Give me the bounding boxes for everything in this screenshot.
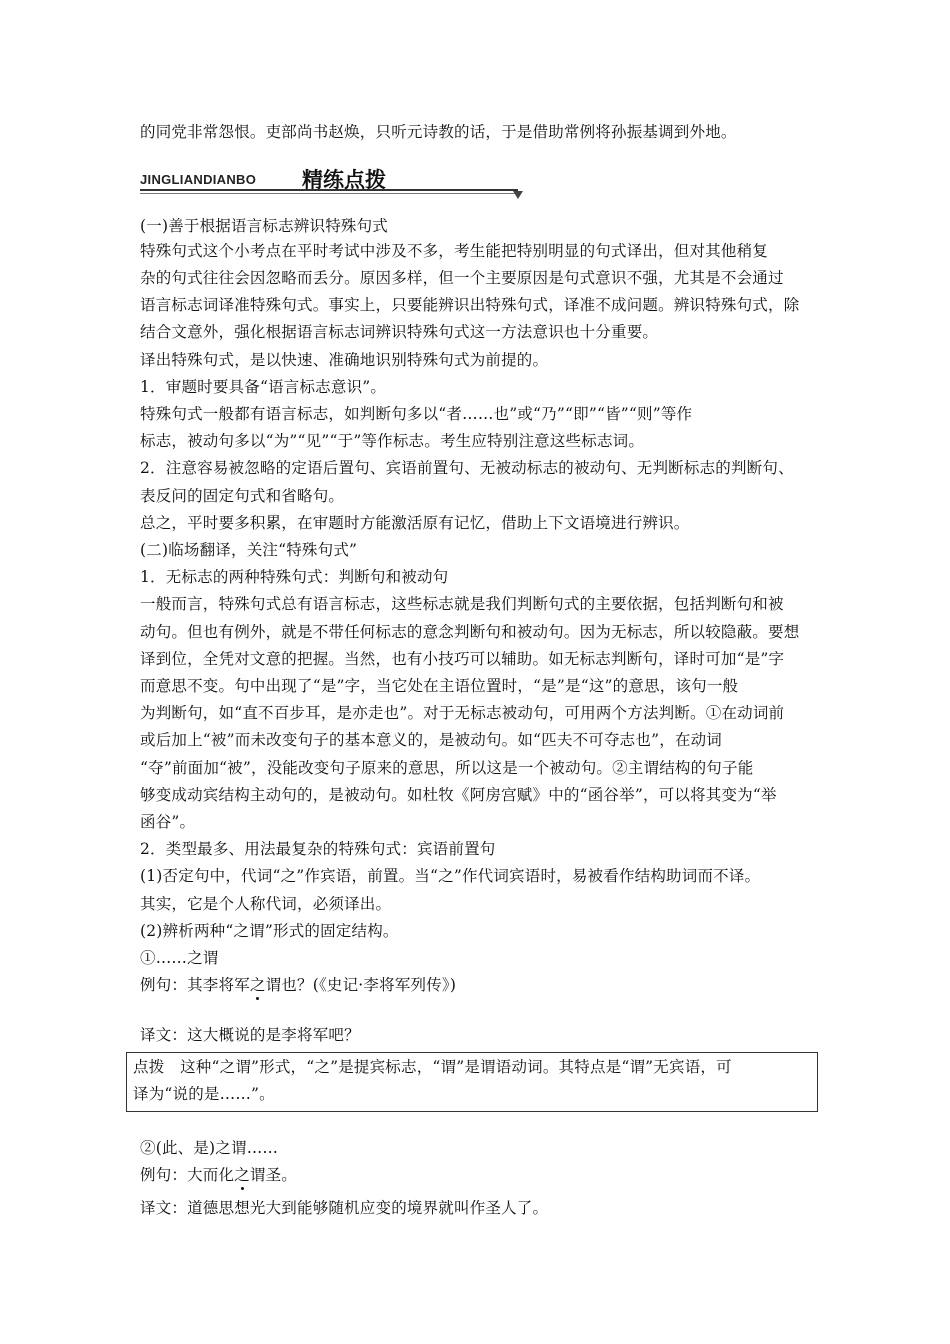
text-line: 而意思不变。句中出现了“是”字，当它处在主语位置时，“是”是“这”的意思，该句一般 [140,677,739,695]
example-text: 例句：其李将军 [140,976,250,994]
note-line: 译为“说的是……”。 [133,1085,275,1103]
example-text: 例句：大而化 [140,1166,235,1184]
section-heading: (一)善于根据语言标志辨识特殊句式 [140,217,388,235]
text-line: 特殊句式这个小考点在平时考试中涉及不多，考生能把特别明显的句式译出，但对其他稍复 [140,242,769,260]
text-line: 函谷”。 [140,813,196,831]
emphasis-char: 之 [249,976,266,994]
text-line: ①……之谓 [140,949,219,967]
note-box [126,1052,818,1112]
numbered-heading: 2．类型最多、用法最复杂的特殊句式：宾语前置句 [140,840,496,858]
section-banner [140,162,525,202]
text-line: ②(此、是)之谓…… [140,1139,279,1157]
text-line: 其实，它是个人称代词，必须译出。 [140,895,392,913]
text-line: 表反问的固定句式和省略句。 [140,487,345,505]
text-line: 为判断句，如“直不百步耳，是亦走也”。对于无标志被动句，可用两个方法判断。①在动词前 [140,704,785,722]
banner-rule-thin [140,193,518,194]
section-heading: (二)临场翻译，关注“特殊句式” [140,541,358,559]
text-line: 够变成动宾结构主动句的，是被动句。如杜牧《阿房宫赋》中的“函谷举”，可以将其变为“举 [140,786,777,804]
text-line: 的同党非常怨恨。吏部尚书赵焕，只听元诗教的话，于是借助常例将孙振基调到外地。 [140,123,737,141]
banner-title: 精练点拨 [302,168,386,192]
note-line: 点拨 这种“之谓”形式，“之”是提宾标志，“谓”是谓语动词。其特点是“谓”无宾语，可 [133,1058,732,1076]
text-line: 一般而言，特殊句式总有语言标志，这些标志就是我们判断句式的主要依据，包括判断句和被 [140,595,784,613]
numbered-heading: 1．审题时要具备“语言标志意识”。 [140,378,387,396]
text-line: 杂的句式往往会因忽略而丢分。原因多样，但一个主要原因是句式意识不强，尤其是不会通过 [140,269,784,287]
example-text: 谓也？(《史记·李将军列传》) [265,976,457,994]
text-line: (1)否定句中，代词“之”作宾语，前置。当“之”作代词宾语时，易被看作结构助词而不译。 [140,867,761,885]
text-line: 译到位，全凭对文意的把握。当然，也有小技巧可以辅助。如无标志判断句，译时可加“是”字 [140,650,785,668]
text-line: (2)辨析两种“之谓”形式的固定结构。 [140,922,399,940]
emphasis-char: 之 [234,1166,250,1184]
numbered-heading: 2．注意容易被忽略的定语后置句、宾语前置句、无被动标志的被动句、无判断标志的判断句、 [140,459,794,477]
numbered-heading: 1．无标志的两种特殊句式：判断句和被动句 [140,568,449,586]
translation-line: 译文：道德思想光大到能够随机应变的境界就叫作圣人了。 [140,1199,549,1217]
example-sentence [140,1165,820,1185]
text-line: 标志，被动句多以“为”“见”“于”等作标志。考生应特别注意这些标志词。 [140,432,645,450]
example-text: 谓圣。 [249,1166,298,1184]
banner-pinyin: JINGLIANDIANBO [140,172,257,187]
text-line: 或后加上“被”而未改变句子的基本意义的，是被动句。如“匹夫不可夺志也”，在动词 [140,731,722,749]
text-line: 总之，平时要多积累，在审题时方能激活原有记忆，借助上下文语境进行辨识。 [140,514,690,532]
text-line: 语言标志词译准特殊句式。事实上，只要能辨识出特殊句式，译准不成问题。辨识特殊句式，除 [140,296,800,314]
text-line: 结合文意外，强化根据语言标志词辨识特殊句式这一方法意识也十分重要。 [140,323,659,341]
translation-line: 译文：这大概说的是李将军吧？ [140,1026,360,1044]
example-sentence [140,975,820,995]
text-line: 特殊句式一般都有语言标志，如判断句多以“者……也”或“乃”“即”“皆”“则”等作 [140,405,693,423]
text-line: 动句。但也有例外，就是不带任何标志的意念判断句和被动句。因为无标志，所以较隐蔽。要想 [140,623,800,641]
banner-triangle-icon [513,191,523,199]
text-line: 译出特殊句式，是以快速、准确地识别特殊句式为前提的。 [140,351,549,369]
text-line: “夺”前面加“被”，没能改变句子原来的意思，所以这是一个被动句。②主谓结构的句子能 [140,759,754,777]
banner-rule [140,189,518,191]
